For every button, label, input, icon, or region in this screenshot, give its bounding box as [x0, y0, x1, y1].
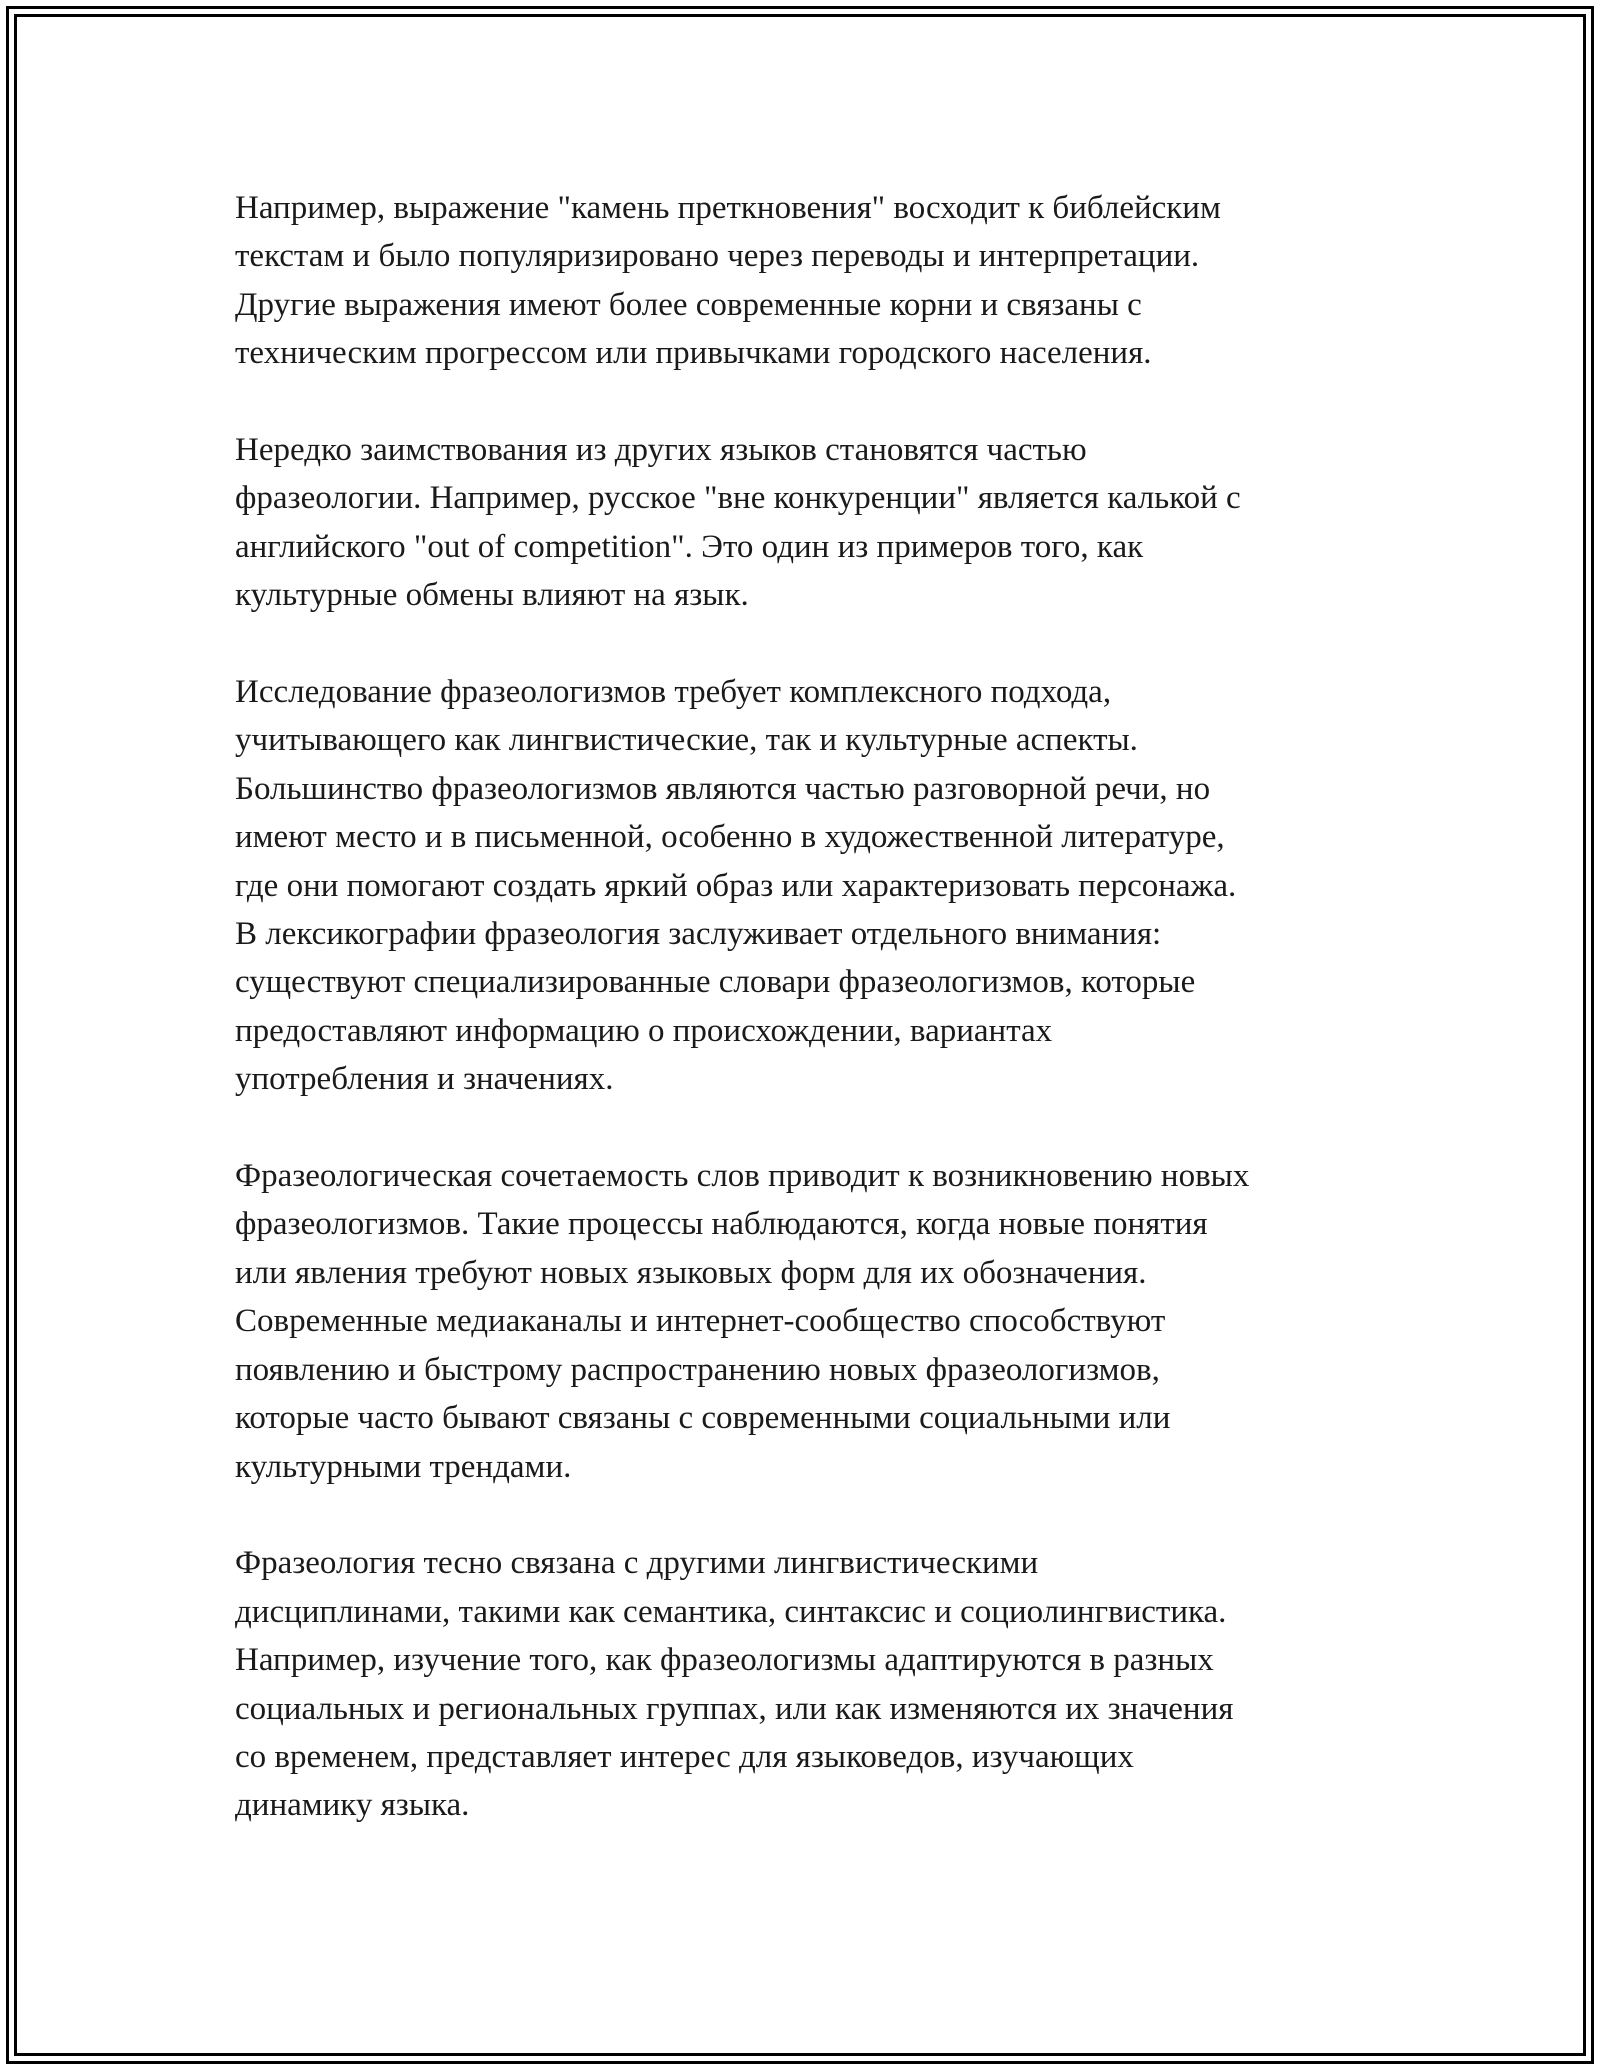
text-line: Фразеология тесно связана с другими лингвистическими: [235, 1545, 1039, 1582]
text-line: Нередко заимствования из других языков становятся частью: [235, 432, 1087, 469]
text-line: социальных и региональных группах, или как изменяются их значения: [235, 1690, 1234, 1727]
text-line: появлению и быстрому распространению новых фразеологизмов,: [235, 1351, 1160, 1388]
text-line: В лексикографии фразеология заслуживает отдельного внимания:: [235, 916, 1162, 953]
text-line: существуют специализированные словари фразеологизмов, которые: [235, 964, 1196, 1001]
text-line: учитывающего как лингвистические, так и культурные аспекты.: [235, 722, 1138, 759]
text-line: английского "out of competition". Это один из примеров того, как: [235, 528, 1144, 565]
paragraph-disciplines: [235, 1539, 1385, 1829]
document-body: [235, 184, 1385, 1878]
paragraph-research: [235, 668, 1385, 1104]
text-line: где они помогают создать яркий образ или характеризовать персонажа.: [235, 867, 1237, 904]
paragraph-combinability: [235, 1152, 1385, 1491]
text-line: Фразеологическая сочетаемость слов приводит к возникновению новых: [235, 1158, 1250, 1195]
text-line: культурные обмены влияют на язык.: [235, 577, 749, 614]
text-line: текстам и было популяризировано через переводы и интерпретации.: [235, 238, 1200, 275]
paragraph-origins: [235, 184, 1385, 378]
text-line: фразеологизмов. Такие процессы наблюдаются, когда новые понятия: [235, 1206, 1208, 1243]
text-line: фразеологии. Например, русское "вне конкуренции" является калькой с: [235, 480, 1241, 517]
text-line: со временем, представляет интерес для языковедов, изучающих: [235, 1738, 1134, 1775]
text-line: Например, выражение "камень преткновения" восходит к библейским: [235, 190, 1221, 226]
text-line: дисциплинами, такими как семантика, синтаксис и социолингвистика.: [235, 1593, 1227, 1630]
text-line: динамику языка.: [235, 1787, 470, 1824]
text-line: имеют место и в письменной, особенно в художественной литературе,: [235, 819, 1225, 856]
text-line: предоставляют информацию о происхождении, вариантах: [235, 1012, 1053, 1049]
text-line: или явления требуют новых языковых форм для их обозначения.: [235, 1254, 1147, 1291]
text-line: культурными трендами.: [235, 1448, 572, 1485]
text-line: употребления и значениях.: [235, 1061, 614, 1098]
text-line: Исследование фразеологизмов требует комплексного подхода,: [235, 674, 1112, 711]
text-line: техническим прогрессом или привычками городского населения.: [235, 335, 1152, 372]
text-line: Другие выражения имеют более современные корни и связаны с: [235, 286, 1142, 323]
text-line: которые часто бывают связаны с современными социальными или: [235, 1400, 1171, 1437]
text-line: Современные медиаканалы и интернет-сообщество способствуют: [235, 1303, 1166, 1340]
text-line: Например, изучение того, как фразеологизмы адаптируются в разных: [235, 1642, 1214, 1679]
text-line: Большинство фразеологизмов являются частью разговорной речи, но: [235, 770, 1211, 807]
paragraph-borrowings: [235, 426, 1385, 620]
